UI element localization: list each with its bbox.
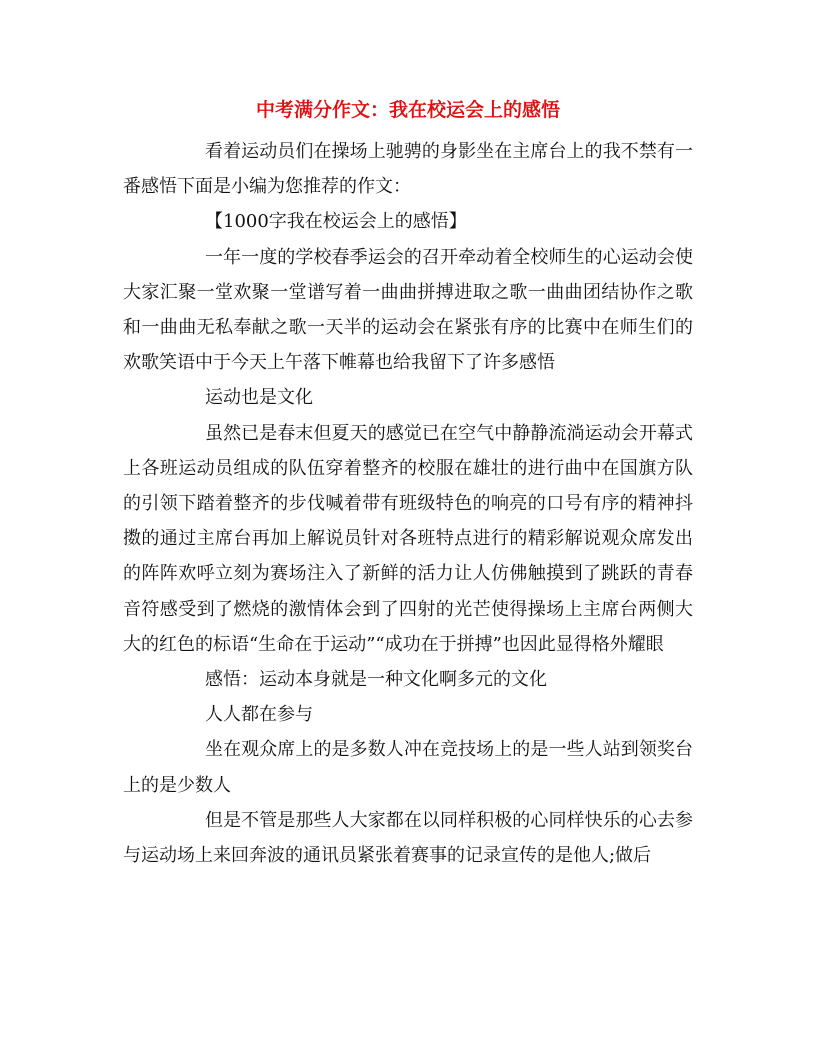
document-title: 中考满分作文：我在校运会上的感悟 — [255, 99, 560, 121]
paragraph-intro: 看着运动员们在操场上驰骋的身影坐在主席台上的我不禁有一番感悟下面是小编为您推荐的作文： — [123, 141, 693, 198]
document-body — [123, 134, 693, 873]
paragraph-subtitle: 【1000字我在校运会上的感悟】 — [205, 211, 467, 233]
paragraph-opening-ceremony: 虽然已是春末但夏天的感觉已在空气中静静流淌运动会开幕式上各班运动员组成的队伍穿着整齐的校服在雄壮的进行曲中在国旗方队的引领下踏着整齐的步伐喊着带有班级特色的响亮的口号有序的精神抖擞的通过主席台再加上解说员针对各班特点进行的精彩解说观众席发出的阵阵欢呼立刻为赛场注入了新鲜的活力让人仿佛触摸到了跳跃的青春音符感受到了燃烧的激情体会到了四射的光芒使得操场上主席台两侧大大的红色的标语“生命在于运动”“成功在于拼搏”也因此显得格外耀眼 — [123, 422, 693, 655]
paragraph-everyone: 但是不管是那些人大家都在以同样积极的心同样快乐的心去参与运动场上来回奔波的通讯员紧张着赛事的记录宣传的是他人;做后 — [123, 809, 693, 867]
paragraph-insight-culture: 感悟：运动本身就是一种文化啊多元的文化 — [205, 669, 547, 691]
section-heading-participation: 人人都在参与 — [205, 704, 313, 726]
section-heading-culture: 运动也是文化 — [205, 387, 313, 409]
paragraph-opening: 一年一度的学校春季运会的召开牵动着全校师生的心运动会使大家汇聚一堂欢聚一堂谱写着一曲曲拼搏进取之歌一曲曲团结协作之歌和一曲曲无私奉献之歌一天半的运动会在紧张有序的比赛中在师生们的欢歌笑语中于今天上午落下帷幕也给我留下了许多感悟 — [123, 246, 693, 374]
paragraph-audience: 坐在观众席上的是多数人冲在竞技场上的是一些人站到领奖台上的是少数人 — [123, 739, 693, 796]
